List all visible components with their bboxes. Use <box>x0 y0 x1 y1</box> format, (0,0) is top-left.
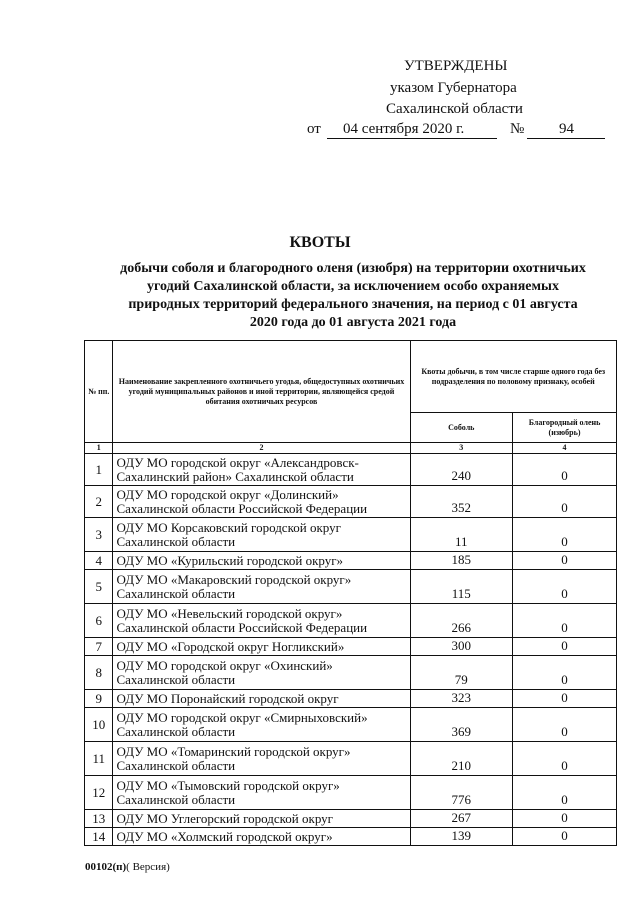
row-number: 7 <box>85 638 113 656</box>
table-row <box>85 776 617 810</box>
column-index-row <box>85 443 617 454</box>
row-name: ОДУ МО городской округ «Александровск-Сахалинский район» Сахалинской области <box>113 454 410 486</box>
row-name: ОДУ МО «Невельский городской округ» Сахалинской области Российской Федерации <box>113 604 410 638</box>
col-header-quota: Квоты добычи, в том числе старше одного года без подразделения по половому признаку, особей <box>410 341 617 413</box>
row-sable-quota: 776 <box>410 776 513 810</box>
row-sable-quota: 323 <box>410 690 513 708</box>
row-deer-quota: 0 <box>513 638 617 656</box>
table-row <box>85 708 617 742</box>
row-name: ОДУ МО «Макаровский городской округ» Сахалинской области <box>113 570 410 604</box>
col-header-name: Наименование закрепленного охотничьего угодья, общедоступных охотничьих угодий муниципальных районов и иной территории, являющейся средой обитания охотничьих ресурсов <box>113 341 410 443</box>
form-code: 00102(п) <box>85 861 127 873</box>
decree-date: 04 сентября 2020 г. <box>343 121 465 137</box>
col-header-number: № пп. <box>85 341 113 443</box>
row-sable-quota: 240 <box>410 454 513 486</box>
col-index: 2 <box>113 443 410 454</box>
decree-number: 94 <box>559 121 574 137</box>
number-label: № <box>510 121 525 137</box>
row-sable-quota: 139 <box>410 828 513 846</box>
row-number: 13 <box>85 810 113 828</box>
row-deer-quota: 0 <box>513 810 617 828</box>
table-row <box>85 828 617 846</box>
row-name: ОДУ МО Углегорский городской округ <box>113 810 410 828</box>
table-row <box>85 638 617 656</box>
row-name: ОДУ МО «Курильский городской округ» <box>113 552 410 570</box>
table-row <box>85 690 617 708</box>
row-sable-quota: 369 <box>410 708 513 742</box>
row-name: ОДУ МО Поронайский городской округ <box>113 690 410 708</box>
row-number: 12 <box>85 776 113 810</box>
col-index: 1 <box>85 443 113 454</box>
decree-region: Сахалинской области <box>386 101 523 117</box>
number-underline <box>527 138 605 139</box>
footer-code <box>85 861 170 873</box>
document-title: КВОТЫ <box>289 234 351 251</box>
row-sable-quota: 267 <box>410 810 513 828</box>
row-sable-quota: 266 <box>410 604 513 638</box>
row-number: 8 <box>85 656 113 690</box>
row-name: ОДУ МО «Томаринский городской округ» Сахалинской области <box>113 742 410 776</box>
col-index: 3 <box>410 443 513 454</box>
document-subtitle: добычи соболя и благородного оленя (изюбря) на территории охотничьих угодий Сахалинской области, за исключением особо охраняемых природных территорий федерального значения, на период с 01 августа 2020 года до 01 августа 2021 года <box>120 261 586 330</box>
row-sable-quota: 115 <box>410 570 513 604</box>
quota-table <box>84 340 617 846</box>
table-row <box>85 518 617 552</box>
row-number: 6 <box>85 604 113 638</box>
col-index: 4 <box>513 443 617 454</box>
table-row <box>85 552 617 570</box>
table-row <box>85 656 617 690</box>
row-number: 4 <box>85 552 113 570</box>
row-number: 5 <box>85 570 113 604</box>
decree-issuer: указом Губернатора <box>390 80 517 96</box>
decree-date-number <box>307 121 607 141</box>
table-row <box>85 486 617 518</box>
row-deer-quota: 0 <box>513 518 617 552</box>
row-number: 2 <box>85 486 113 518</box>
col-header-deer: Благородный олень (изюбрь) <box>513 413 617 443</box>
row-deer-quota: 0 <box>513 604 617 638</box>
row-name: ОДУ МО городской округ «Смирныховский» Сахалинской области <box>113 708 410 742</box>
row-deer-quota: 0 <box>513 776 617 810</box>
table-row <box>85 810 617 828</box>
row-number: 9 <box>85 690 113 708</box>
row-deer-quota: 0 <box>513 742 617 776</box>
row-name: ОДУ МО «Тымовский городской округ» Сахалинской области <box>113 776 410 810</box>
row-sable-quota: 11 <box>410 518 513 552</box>
row-deer-quota: 0 <box>513 570 617 604</box>
date-underline <box>327 138 497 139</box>
row-number: 3 <box>85 518 113 552</box>
row-number: 10 <box>85 708 113 742</box>
table-row <box>85 570 617 604</box>
row-deer-quota: 0 <box>513 690 617 708</box>
row-deer-quota: 0 <box>513 656 617 690</box>
row-number: 14 <box>85 828 113 846</box>
table-row <box>85 742 617 776</box>
row-number: 11 <box>85 742 113 776</box>
col-header-sable: Соболь <box>410 413 513 443</box>
row-name: ОДУ МО «Городской округ Ногликский» <box>113 638 410 656</box>
approval-heading: УТВЕРЖДЕНЫ <box>404 58 508 74</box>
row-name: ОДУ МО городской округ «Охинский» Сахалинской области <box>113 656 410 690</box>
row-sable-quota: 210 <box>410 742 513 776</box>
row-sable-quota: 185 <box>410 552 513 570</box>
row-deer-quota: 0 <box>513 552 617 570</box>
row-deer-quota: 0 <box>513 486 617 518</box>
row-sable-quota: 300 <box>410 638 513 656</box>
row-number: 1 <box>85 454 113 486</box>
row-sable-quota: 79 <box>410 656 513 690</box>
version-label: ( Версия) <box>126 861 170 873</box>
row-name: ОДУ МО «Холмский городской округ» <box>113 828 410 846</box>
row-deer-quota: 0 <box>513 708 617 742</box>
table-row <box>85 454 617 486</box>
row-deer-quota: 0 <box>513 454 617 486</box>
from-label: от <box>307 121 321 137</box>
row-sable-quota: 352 <box>410 486 513 518</box>
row-name: ОДУ МО Корсаковский городской округ Сахалинской области <box>113 518 410 552</box>
row-deer-quota: 0 <box>513 828 617 846</box>
row-name: ОДУ МО городской округ «Долинский» Сахалинской области Российской Федерации <box>113 486 410 518</box>
table-row <box>85 604 617 638</box>
